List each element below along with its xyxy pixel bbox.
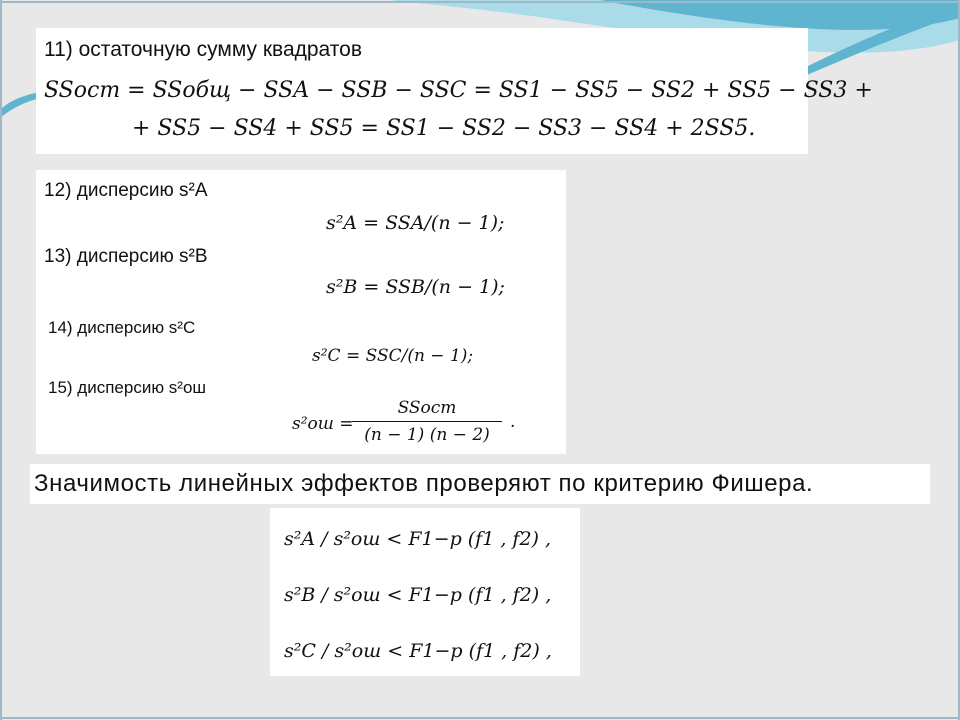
formula-residual-line2: + SS5 − SS4 + SS5 = SS1 − SS2 − SS3 − SS4 + 2SS5. — [132, 116, 756, 141]
formula-variance-error-lhs: s²ош = — [292, 414, 354, 434]
fisher-statement: Значимость линейных эффектов проверяют по критерию Фишера. — [34, 470, 814, 497]
formula-variance-c: s²C = SSC/(n − 1); — [312, 346, 474, 366]
label-variance-a: 12) дисперсию s²A — [44, 180, 208, 201]
inequality-a: s²A / s²ош < F1−p (f1 , f2) , — [284, 528, 552, 550]
formula-variance-error-fraction — [352, 398, 502, 445]
fraction-denominator: (n − 1) (n − 2) — [364, 425, 490, 445]
label-variance-error: 15) дисперсию s²ош — [48, 378, 207, 397]
formula-variance-b: s²B = SSB/(n − 1); — [326, 276, 505, 298]
label-variance-c: 14) дисперсию s²C — [48, 318, 196, 337]
formula-residual-line1: SSост = SSобщ − SSA − SSB − SSC = SS1 − SS5 − SS2 + SS5 − SS3 + — [44, 78, 873, 103]
fraction-numerator: SSост — [397, 398, 457, 418]
inequality-b: s²B / s²ош < F1−p (f1 , f2) , — [284, 584, 552, 606]
inequality-c: s²C / s²ош < F1−p (f1 , f2) , — [284, 640, 552, 662]
label-residual-sum: 11) остаточную сумму квадратов — [44, 38, 362, 61]
formula-variance-a: s²A = SSA/(n − 1); — [326, 212, 505, 234]
fraction-bar — [352, 421, 502, 422]
label-variance-b: 13) дисперсию s²B — [44, 246, 208, 267]
formula-variance-error-trail: . — [510, 412, 516, 432]
